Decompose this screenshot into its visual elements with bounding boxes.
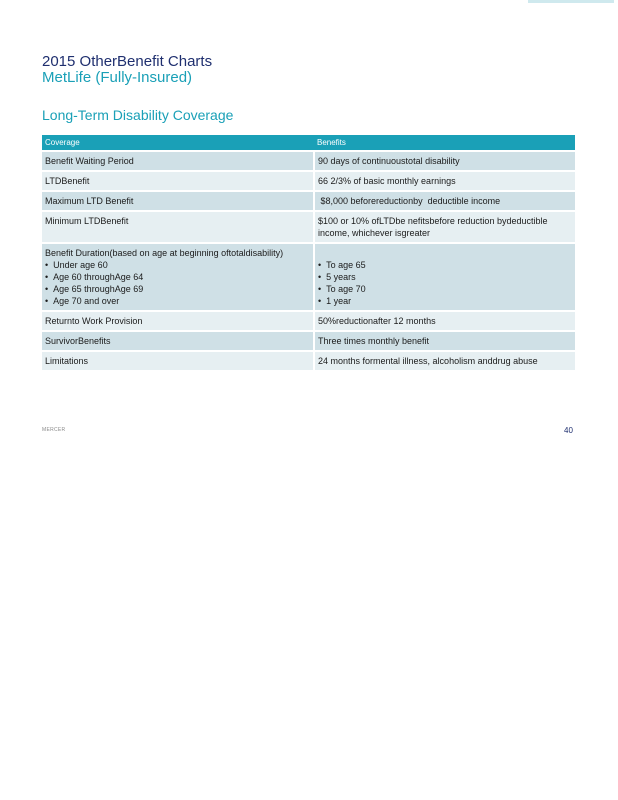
coverage-text: Benefit Waiting Period (45, 156, 134, 166)
benefits-text: 66 2/3% of basic monthly earnings (318, 176, 456, 186)
benefits-cell (314, 211, 575, 243)
coverage-cell (42, 171, 314, 191)
benefits-cell (314, 191, 575, 211)
coverage-cell (42, 351, 314, 371)
benefits-text: 24 months formental illness, alcoholism anddrug abuse (318, 356, 538, 366)
coverage-cell (42, 211, 314, 243)
benefits-cell (314, 171, 575, 191)
benefits-text: $8,000 beforereductionby deductible income (318, 196, 501, 206)
coverage-text: Returnto Work Provision (45, 316, 143, 326)
table-header-row (42, 135, 575, 151)
coverage-text: Limitations (45, 356, 89, 366)
section-title: Long-Term Disability Coverage (42, 107, 234, 123)
coverage-text: LTDBenefit (45, 176, 90, 186)
coverage-cell (42, 151, 314, 171)
table-row (42, 243, 575, 311)
coverage-bullet: • Age 60 throughAge 64 (45, 271, 310, 283)
benefits-text: income, whichever isgreater (318, 228, 431, 238)
benefits-bullet: • 1 year (318, 295, 572, 307)
coverage-cell (42, 191, 314, 211)
coverage-text: Maximum LTD Benefit (45, 196, 134, 206)
benefits-text: $100 or 10% ofLTDbe nefitsbefore reduction bydeductible (318, 216, 548, 226)
footer-logo-text: MERCER (42, 427, 66, 433)
column-header-coverage: Coverage (42, 135, 314, 151)
benefits-text: Three times monthly benefit (318, 336, 430, 346)
benefits-cell (314, 351, 575, 371)
benefits-text: 50%reductionafter 12 months (318, 316, 436, 326)
page-subtitle: MetLife (Fully-Insured) (42, 69, 193, 86)
benefits-cell (314, 151, 575, 171)
ltd-coverage-table (42, 135, 575, 372)
table-row (42, 211, 575, 243)
benefits-spacer (318, 247, 572, 259)
coverage-cell (42, 243, 314, 311)
table-row (42, 191, 575, 211)
coverage-text: Benefit Duration(based on age at beginning oftotaldisability) (45, 248, 284, 258)
coverage-text: SurvivorBenefits (45, 336, 111, 346)
benefits-cell (314, 331, 575, 351)
coverage-bullet: • Age 70 and over (45, 295, 310, 307)
benefits-cell (314, 311, 575, 331)
benefits-bullet: • To age 70 (318, 283, 572, 295)
table-row (42, 171, 575, 191)
page-number: 40 (564, 426, 573, 435)
benefits-bullet: • 5 years (318, 271, 572, 283)
column-header-benefits: Benefits (314, 135, 575, 151)
table-row (42, 351, 575, 371)
coverage-cell (42, 331, 314, 351)
page-title: 2015 OtherBenefit Charts (42, 53, 213, 70)
benefits-cell (314, 243, 575, 311)
coverage-bullet: • Age 65 throughAge 69 (45, 283, 310, 295)
benefits-bullet: • To age 65 (318, 259, 572, 271)
benefits-text: 90 days of continuoustotal disability (318, 156, 460, 166)
top-accent-bar (528, 0, 614, 3)
table-row (42, 311, 575, 331)
table-row (42, 331, 575, 351)
table-row (42, 151, 575, 171)
coverage-text: Minimum LTDBenefit (45, 216, 129, 226)
coverage-cell (42, 311, 314, 331)
coverage-bullet: • Under age 60 (45, 259, 310, 271)
